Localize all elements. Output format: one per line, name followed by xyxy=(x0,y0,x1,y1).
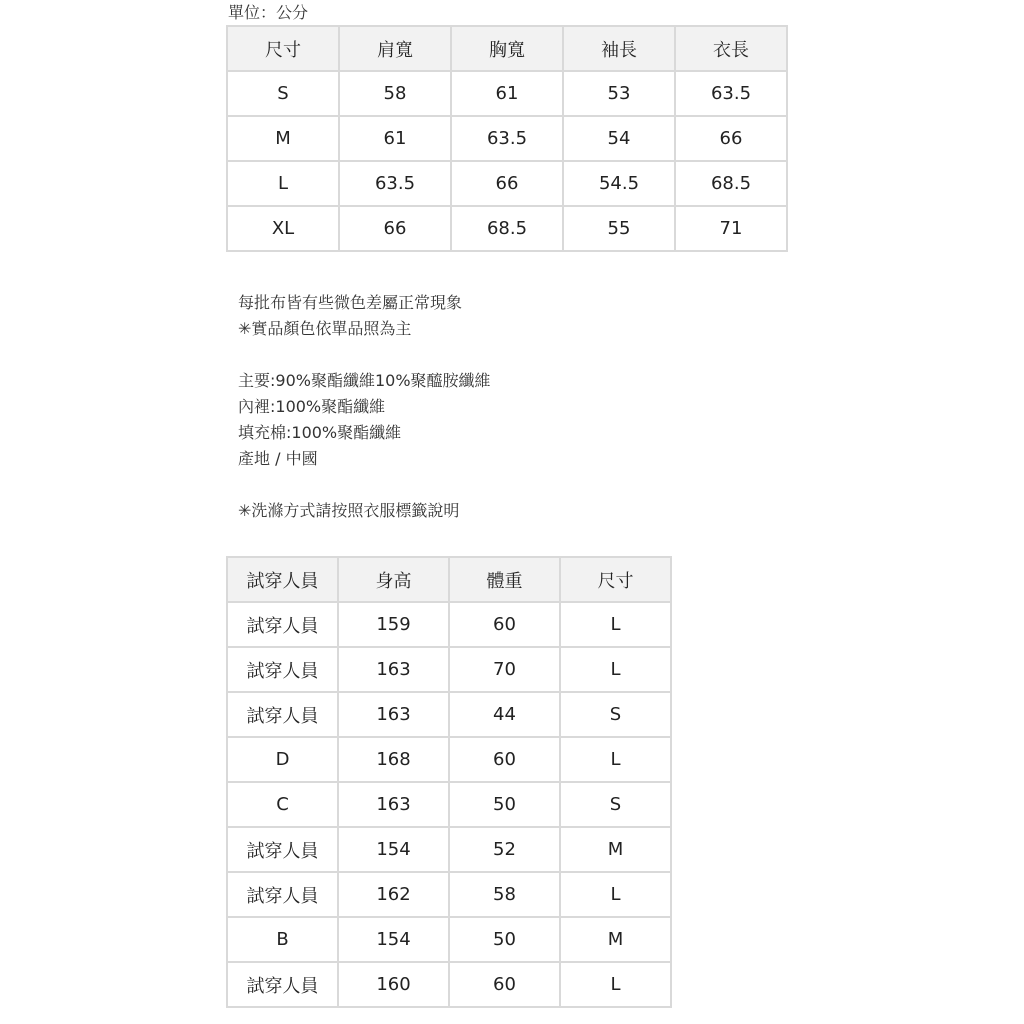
table-cell: L xyxy=(561,648,672,693)
table-cell: 54 xyxy=(564,117,676,162)
table-cell: XL xyxy=(228,207,340,252)
table-cell: 52 xyxy=(450,828,561,873)
table-row xyxy=(228,873,672,918)
table-row xyxy=(228,693,672,738)
table-cell: 68.5 xyxy=(452,207,564,252)
table-cell: 58 xyxy=(340,72,452,117)
table-cell: 66 xyxy=(676,117,788,162)
table-cell: 55 xyxy=(564,207,676,252)
color-note: 每批布皆有些微色差屬正常現象 xyxy=(238,293,463,312)
table-row xyxy=(228,648,672,693)
table-cell: 63.5 xyxy=(452,117,564,162)
table-cell: 63.5 xyxy=(676,72,788,117)
table-cell: 60 xyxy=(450,738,561,783)
table-row xyxy=(228,783,672,828)
table-cell: D xyxy=(228,738,339,783)
color-note: ✳實品顏色依單品照為主 xyxy=(238,319,412,338)
fitting-header-weight: 體重 xyxy=(450,558,561,603)
table-cell: 168 xyxy=(339,738,450,783)
table-cell: S xyxy=(228,72,340,117)
table-cell: 試穿人員 xyxy=(228,693,339,738)
table-row xyxy=(228,963,672,1008)
table-row xyxy=(228,738,672,783)
size-chart-header-shoulder: 肩寬 xyxy=(340,27,452,72)
spacer xyxy=(238,472,491,498)
table-cell: S xyxy=(561,783,672,828)
size-chart-header-length: 衣長 xyxy=(676,27,788,72)
size-chart-header-sleeve: 袖長 xyxy=(564,27,676,72)
table-row xyxy=(228,828,672,873)
table-cell: L xyxy=(561,873,672,918)
table-cell: 50 xyxy=(450,783,561,828)
table-cell: 159 xyxy=(339,603,450,648)
table-cell: 60 xyxy=(450,963,561,1008)
table-cell: 160 xyxy=(339,963,450,1008)
origin-note: 產地 / 中國 xyxy=(238,449,318,468)
table-cell: 44 xyxy=(450,693,561,738)
table-row xyxy=(228,117,788,162)
fitting-header-height: 身高 xyxy=(339,558,450,603)
table-cell: L xyxy=(561,963,672,1008)
table-cell: L xyxy=(561,738,672,783)
size-chart-table xyxy=(226,25,788,252)
table-cell: 154 xyxy=(339,828,450,873)
table-cell: 53 xyxy=(564,72,676,117)
table-cell: 63.5 xyxy=(340,162,452,207)
table-cell: 54.5 xyxy=(564,162,676,207)
table-cell: M xyxy=(561,828,672,873)
size-chart-header-chest: 胸寬 xyxy=(452,27,564,72)
table-row xyxy=(228,72,788,117)
material-lining: 內裡:100%聚酯纖維 xyxy=(238,397,386,416)
size-chart-header-size: 尺寸 xyxy=(228,27,340,72)
fitting-header-model: 試穿人員 xyxy=(228,558,339,603)
table-cell: S xyxy=(561,693,672,738)
table-row xyxy=(228,918,672,963)
table-row xyxy=(228,162,788,207)
table-cell: 61 xyxy=(452,72,564,117)
fitting-model-table xyxy=(226,556,672,1008)
table-cell: 試穿人員 xyxy=(228,963,339,1008)
table-cell: 試穿人員 xyxy=(228,648,339,693)
table-cell: L xyxy=(561,603,672,648)
table-cell: 試穿人員 xyxy=(228,828,339,873)
size-chart-header-row xyxy=(228,27,788,72)
table-cell: 60 xyxy=(450,603,561,648)
table-cell: 70 xyxy=(450,648,561,693)
table-row xyxy=(228,207,788,252)
table-cell: 163 xyxy=(339,648,450,693)
table-cell: 61 xyxy=(340,117,452,162)
table-cell: 試穿人員 xyxy=(228,873,339,918)
table-cell: 163 xyxy=(339,693,450,738)
material-filling: 填充棉:100%聚酯纖維 xyxy=(238,423,402,442)
table-row xyxy=(228,603,672,648)
table-cell: M xyxy=(561,918,672,963)
unit-label: 單位：公分 xyxy=(228,3,309,22)
table-cell: 66 xyxy=(452,162,564,207)
table-cell: B xyxy=(228,918,339,963)
fitting-table-header-row xyxy=(228,558,672,603)
table-cell: M xyxy=(228,117,340,162)
table-cell: 58 xyxy=(450,873,561,918)
table-cell: C xyxy=(228,783,339,828)
table-cell: 71 xyxy=(676,207,788,252)
table-cell: 66 xyxy=(340,207,452,252)
table-cell: 163 xyxy=(339,783,450,828)
wash-note: ✳洗滌方式請按照衣服標籤說明 xyxy=(238,501,460,520)
table-cell: 68.5 xyxy=(676,162,788,207)
spacer xyxy=(238,342,491,368)
product-notes xyxy=(238,290,491,524)
table-cell: L xyxy=(228,162,340,207)
fitting-header-size: 尺寸 xyxy=(561,558,672,603)
table-cell: 154 xyxy=(339,918,450,963)
table-cell: 50 xyxy=(450,918,561,963)
table-cell: 162 xyxy=(339,873,450,918)
table-cell: 試穿人員 xyxy=(228,603,339,648)
material-main: 主要:90%聚酯纖維10%聚醯胺纖維 xyxy=(238,371,491,390)
